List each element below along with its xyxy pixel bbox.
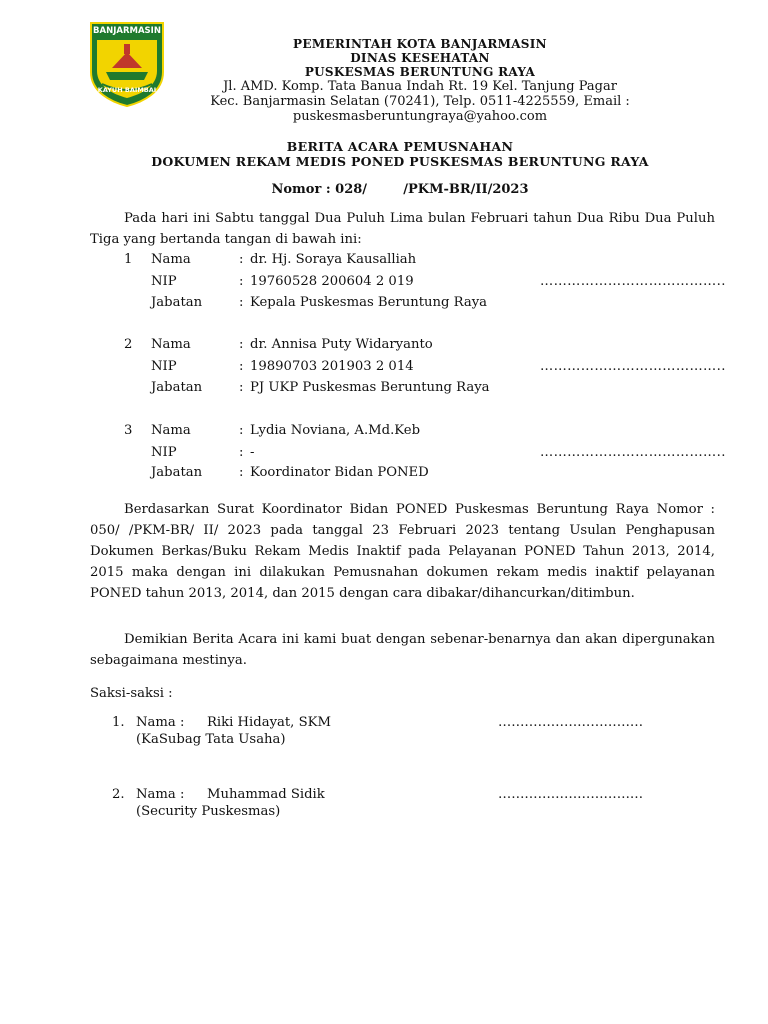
header-address-1: Jl. AMD. Komp. Tata Banua Indah Rt. 19 Kel. Tanjung Pagar [223, 79, 617, 94]
signer-position: Koordinator Bidan PONED [250, 465, 429, 480]
header-government: PEMERINTAH KOTA BANJARMASIN [293, 37, 547, 51]
signer-3-nip-row [0, 445, 768, 466]
witness-role: (Security Puskesmas) [136, 804, 281, 819]
header-puskesmas: PUSKESMAS BERUNTUNG RAYA [304, 65, 536, 79]
witness-name-label: Nama : [136, 787, 185, 802]
signer-number: 1 [124, 252, 133, 267]
position-label: Jabatan [151, 295, 203, 310]
witness-name: Muhammad Sidik [207, 787, 325, 802]
name-label: Nama [151, 337, 191, 352]
logo-top-text: BANJARMASIN [93, 26, 161, 36]
witness-role: (KaSubag Tata Usaha) [136, 732, 286, 747]
witness-signature-line: …………………………… [498, 787, 644, 802]
intro-paragraph: Pada hari ini Sabtu tanggal Dua Puluh Lima bulan Februari tahun Dua Ribu Dua Puluh Tiga yang bertanda tangan di bawah ini: [90, 211, 715, 247]
colon: : [239, 380, 244, 395]
witness-1-role-row [0, 732, 768, 753]
header-address-2: Kec. Banjarmasin Selatan (70241), Telp. 0511-4225559, Email : [210, 94, 630, 109]
nip-label: NIP [151, 445, 177, 460]
signer-number: 3 [124, 423, 133, 438]
position-label: Jabatan [151, 465, 203, 480]
signer-nip: - [250, 445, 255, 460]
signer-2-nip-row [0, 359, 768, 380]
witness-name: Riki Hidayat, SKM [207, 715, 331, 730]
signer-nip: 19760528 200604 2 019 [250, 274, 414, 289]
signer-1-position-row [0, 295, 768, 316]
signer-name: dr. Hj. Soraya Kausalliah [250, 252, 417, 267]
colon: : [239, 465, 244, 480]
doc-title-2: DOKUMEN REKAM MEDIS PONED PUSKESMAS BERUNTUNG RAYA [151, 154, 649, 169]
header-email: puskesmasberuntungraya@yahoo.com [292, 109, 548, 124]
colon: : [239, 337, 244, 352]
signer-position: PJ UKP Puskesmas Beruntung Raya [250, 380, 490, 395]
colon: : [239, 252, 244, 267]
header-department: DINAS KESEHATAN [350, 51, 490, 65]
signer-nip: 19890703 201903 2 014 [250, 359, 414, 374]
witness-number: 1. [112, 715, 125, 730]
doc-title-1: BERITA ACARA PEMUSNAHAN [286, 139, 514, 154]
signer-position: Kepala Puskesmas Beruntung Raya [250, 295, 488, 310]
signature-line: ………………………………….. [540, 274, 726, 289]
signer-2-name-row [0, 337, 768, 358]
logo-bottom-text: KAYUH BAIMBAI [97, 86, 157, 94]
witness-number: 2. [112, 787, 125, 802]
nip-label: NIP [151, 359, 177, 374]
body-paragraph-1: Berdasarkan Surat Koordinator Bidan PONED Puskesmas Beruntung Raya Nomor : 050/ /PKM-BR/ II/ 2023 pada tanggal 23 Februari 2023 tentang Usulan Penghapusan Dokumen Berkas/Buku Rekam Medis Inaktif pada Pelayanan PONED Tahun 2013, 2014, 2015 maka dengan ini dilakukan Pemusnahan dokumen rekam medis inaktif pelayanan PONED tahun 2013, 2014, dan 2015 dengan cara dibakar/dihancurkan/ditimbun. [90, 502, 715, 601]
colon: : [239, 274, 244, 289]
signature-line: ………………………………….. [540, 359, 726, 374]
body-paragraph-2: Demikian Berita Acara ini kami buat dengan sebenar-benarnya dan akan dipergunakan sebagaimana mestinya. [90, 632, 715, 668]
signer-1-nip-row [0, 274, 768, 295]
nip-label: NIP [151, 274, 177, 289]
signer-3-name-row [0, 423, 768, 444]
signer-1-name-row [0, 252, 768, 273]
doc-number: Nomor : 028/ /PKM-BR/II/2023 [271, 182, 529, 197]
colon: : [239, 423, 244, 438]
name-label: Nama [151, 252, 191, 267]
colon: : [239, 295, 244, 310]
witness-signature-line: …………………………… [498, 715, 644, 730]
signer-number: 2 [124, 337, 133, 352]
witnesses-heading: Saksi-saksi : [90, 686, 173, 701]
colon: : [239, 445, 244, 460]
signer-2-position-row [0, 380, 768, 401]
name-label: Nama [151, 423, 191, 438]
witness-name-label: Nama : [136, 715, 185, 730]
signer-3-position-row [0, 465, 768, 486]
signer-name: Lydia Noviana, A.Md.Keb [250, 423, 421, 438]
signer-name: dr. Annisa Puty Widaryanto [250, 337, 433, 352]
witness-2-role-row [0, 804, 768, 825]
signature-line: ………………………………….. [540, 445, 726, 460]
colon: : [239, 359, 244, 374]
position-label: Jabatan [151, 380, 203, 395]
